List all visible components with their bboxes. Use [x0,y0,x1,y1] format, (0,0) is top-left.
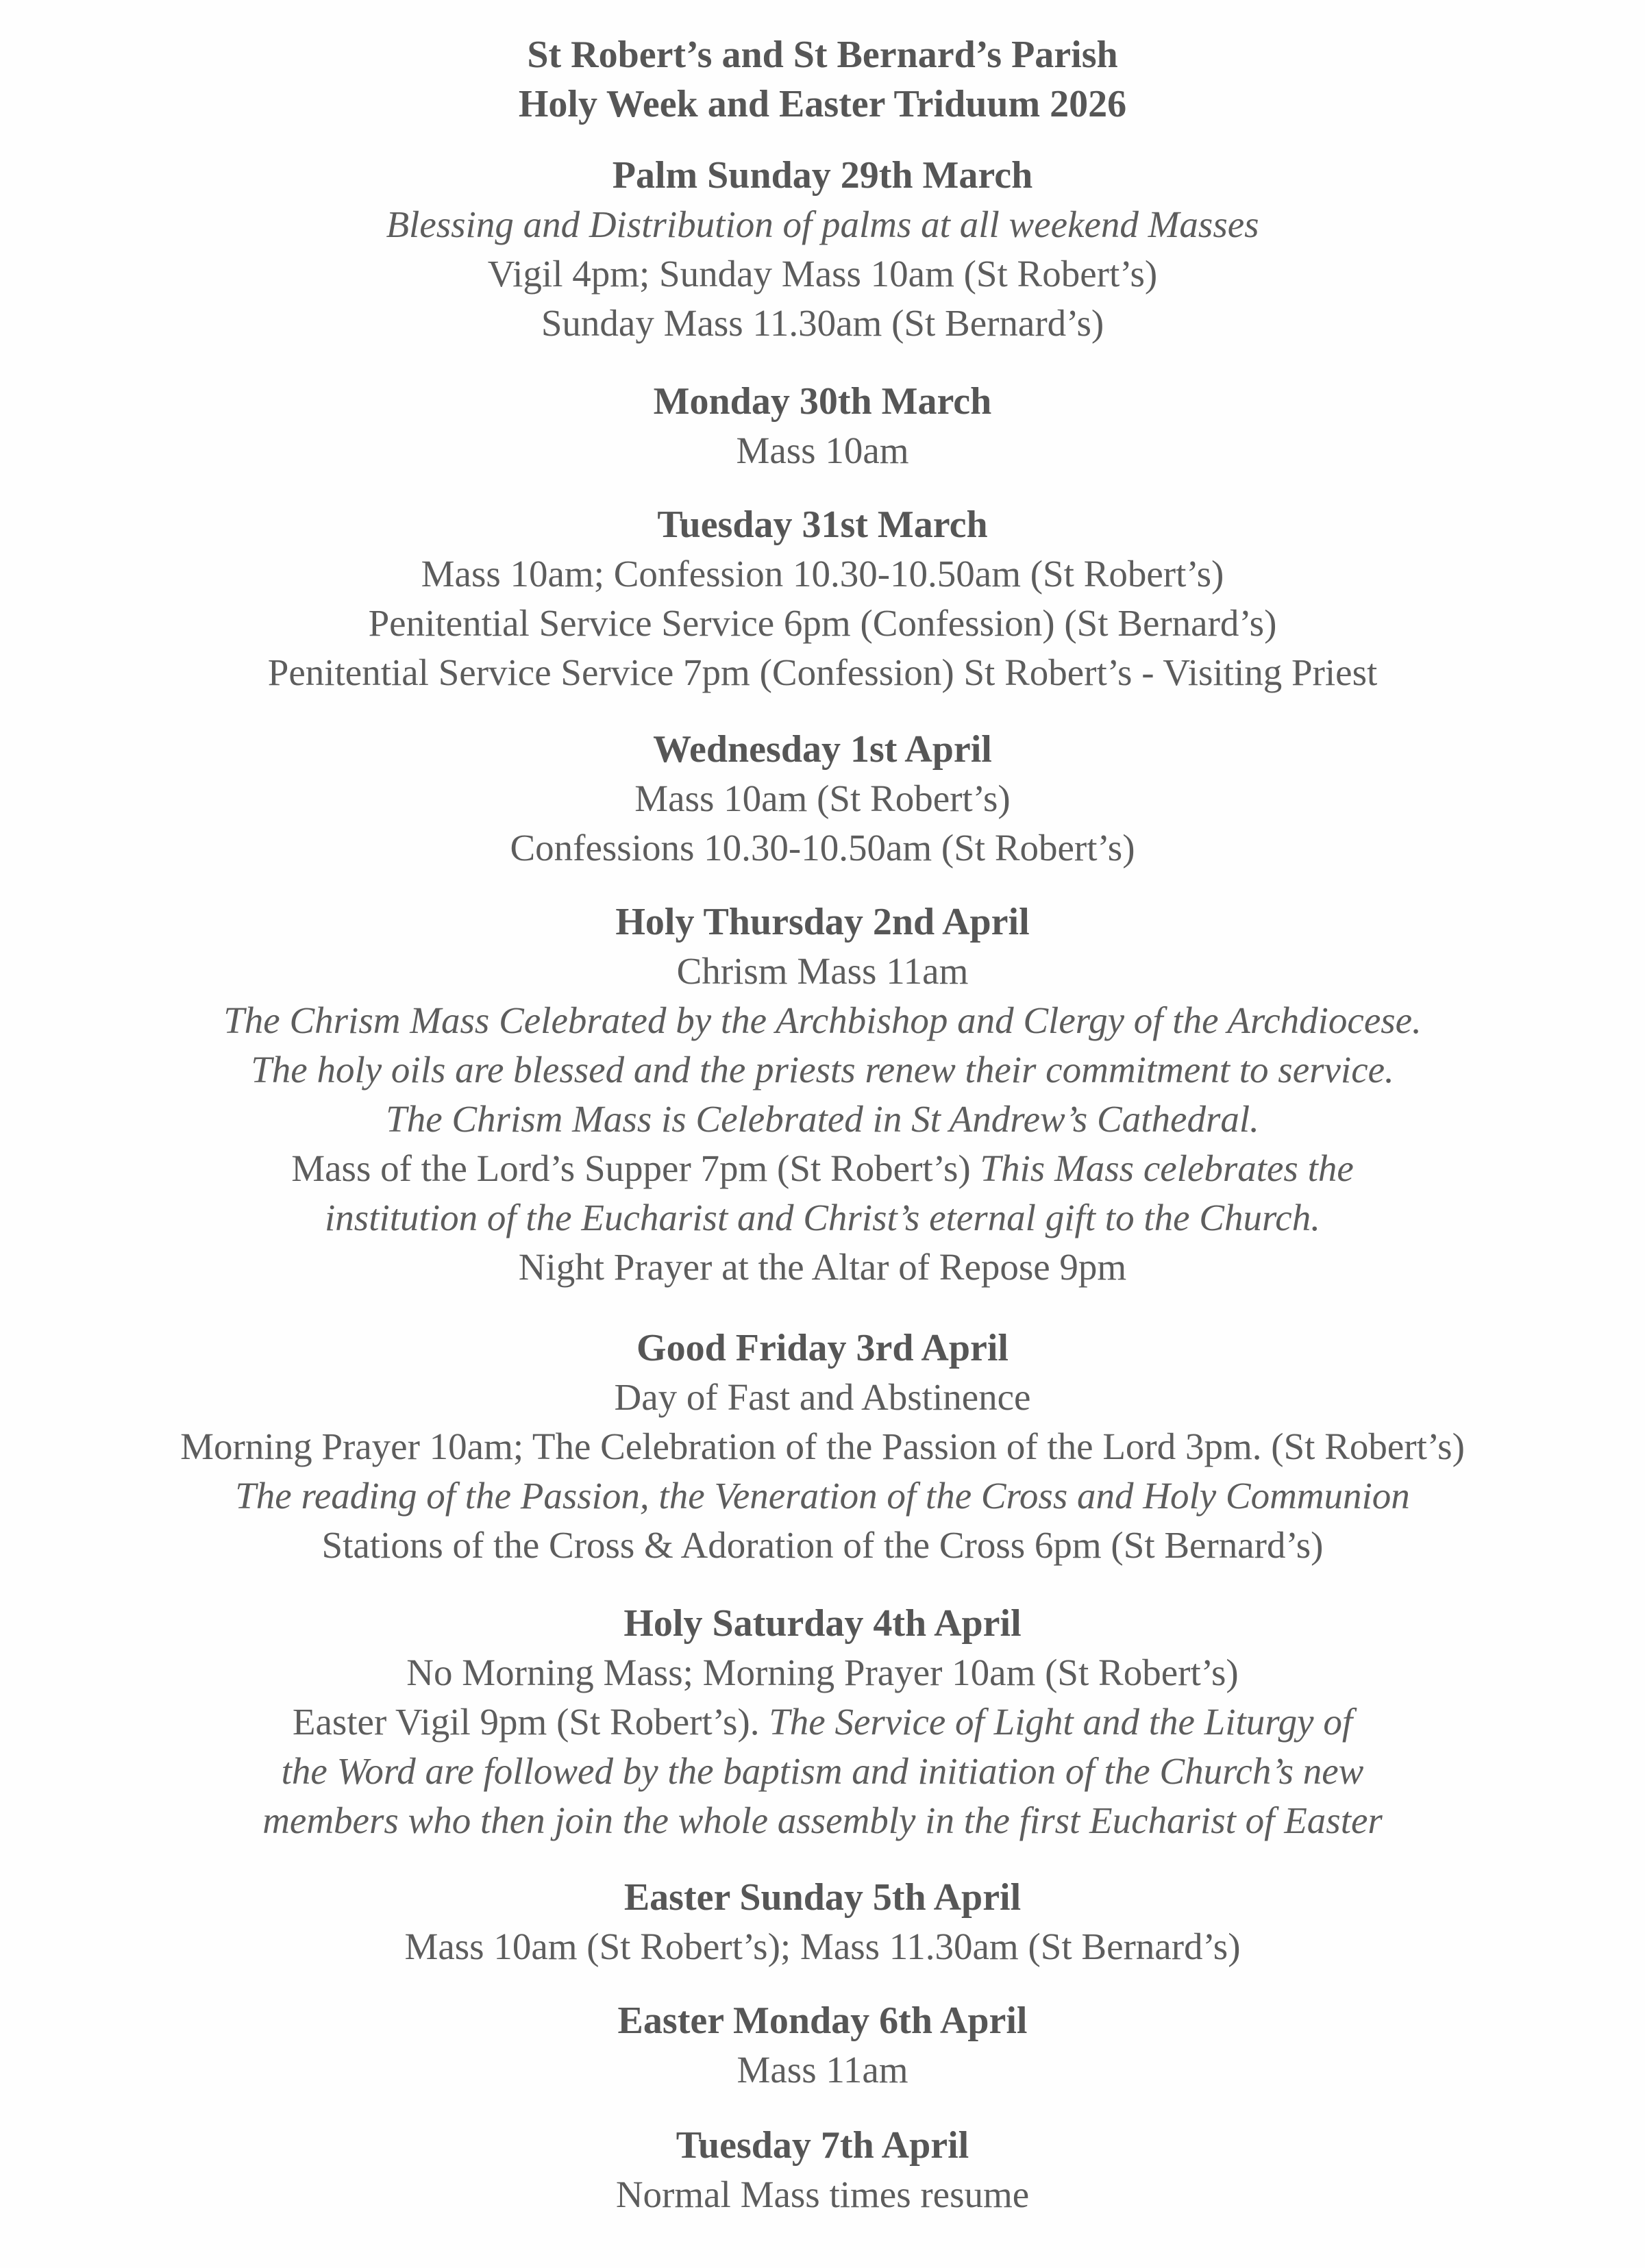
section-tuesday [0,500,1645,697]
day-heading: Holy Saturday 4th April [623,1602,1022,1645]
schedule-line: Mass 10am (St Robert’s); Mass 11.30am (St Bernard’s) [404,1926,1241,1967]
note-text: This Mass celebrates the [980,1147,1354,1189]
note-text: The Service of Light and the Liturgy of [769,1701,1353,1743]
section-wednesday [0,725,1645,873]
day-heading: Tuesday 31st March [657,503,988,546]
schedule-line: No Morning Mass; Morning Prayer 10am (St Robert’s) [406,1652,1239,1693]
day-heading: Tuesday 7th April [676,2124,969,2167]
schedule-line: Mass 10am [736,429,909,471]
schedule-line [0,1697,1645,1747]
section-easter-sunday [0,1873,1645,1971]
note-line: institution of the Eucharist and Christ’s eternal gift to the Church. [325,1197,1320,1238]
day-heading: Monday 30th March [653,380,992,423]
section-monday [0,377,1645,475]
schedule-line: Chrism Mass 11am [676,950,969,992]
note-line: members who then join the whole assembly in the first Eucharist of Easter [262,1799,1383,1841]
schedule-line: Penitential Service Service 7pm (Confession) St Robert’s - Visiting Priest [267,651,1378,693]
day-heading: Easter Monday 6th April [617,1999,1028,2042]
day-heading: Wednesday 1st April [653,728,992,771]
note-line: the Word are followed by the baptism and initiation of the Church’s new [281,1750,1364,1792]
note-line: The reading of the Passion, the Veneration of the Cross and Holy Communion [235,1475,1410,1517]
section-tuesday-7 [0,2121,1645,2219]
note-line: The Chrism Mass is Celebrated in St Andrew’s Cathedral. [386,1098,1259,1140]
day-heading: Good Friday 3rd April [636,1327,1009,1369]
day-heading: Palm Sunday 29th March [612,154,1033,197]
schedule-line [0,1144,1645,1193]
section-holy-saturday [0,1599,1645,1845]
schedule-line: Mass 10am (St Robert’s) [634,777,1011,819]
schedule-line: Mass 11am [737,2049,908,2091]
section-easter-monday [0,1996,1645,2095]
schedule-line: Morning Prayer 10am; The Celebration of the Passion of the Lord 3pm. (St Robert’s) [180,1425,1465,1467]
section-palm-sunday [0,151,1645,348]
schedule-line: Night Prayer at the Altar of Repose 9pm [518,1246,1127,1288]
note-line: The Chrism Mass Celebrated by the Archbishop and Clergy of the Archdiocese. [223,999,1422,1041]
note-line: The holy oils are blessed and the priests renew their commitment to service. [251,1049,1394,1091]
schedule-line: Confessions 10.30-10.50am (St Robert’s) [510,827,1135,869]
section-good-friday [0,1323,1645,1570]
day-heading: Easter Sunday 5th April [623,1876,1022,1919]
day-heading: Holy Thursday 2nd April [615,901,1030,943]
schedule-line: Day of Fast and Abstinence [614,1376,1031,1418]
document-title: Holy Week and Easter Triduum 2026 [518,83,1127,125]
schedule-line: Penitential Service Service 6pm (Confession) (St Bernard’s) [368,602,1277,644]
schedule-line: Sunday Mass 11.30am (St Bernard’s) [541,302,1104,344]
schedule-line: Mass 10am; Confession 10.30-10.50am (St Robert’s) [421,553,1224,595]
schedule-line: Stations of the Cross & Adoration of the Cross 6pm (St Bernard’s) [321,1524,1324,1566]
parish-name: St Robert’s and St Bernard’s Parish [527,34,1118,76]
schedule-line: Normal Mass times resume [615,2173,1030,2215]
schedule-line: Vigil 4pm; Sunday Mass 10am (St Robert’s) [487,253,1158,295]
note-line: Blessing and Distribution of palms at all weekend Masses [386,203,1259,245]
schedule-text: Mass of the Lord’s Supper 7pm (St Robert’s) [291,1147,971,1189]
section-holy-thursday [0,897,1645,1292]
document-header [0,30,1645,129]
schedule-text: Easter Vigil 9pm (St Robert’s). [292,1701,760,1743]
